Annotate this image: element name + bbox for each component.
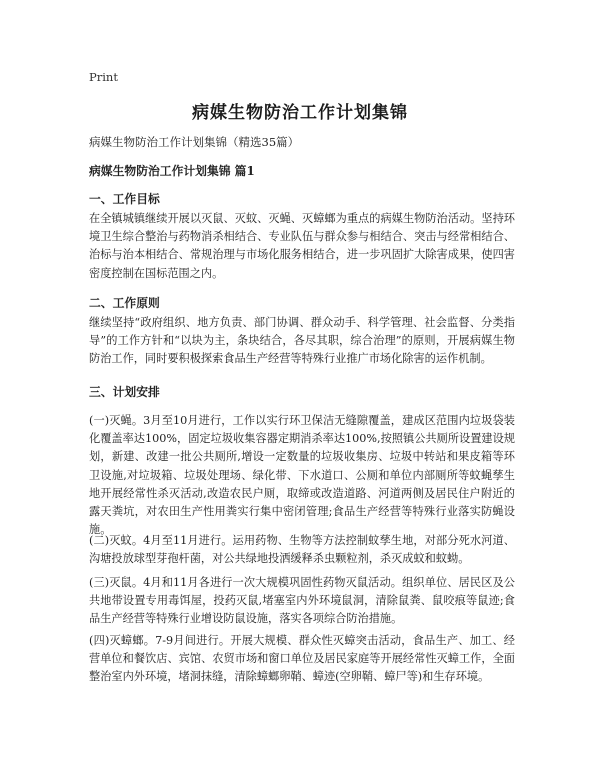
paragraph-mosquitoes: (二)灭蚊。4月至11月进行。运用药物、生物等方法控制蚊孳生地，对部分死水河道、沟塘投放球型芽孢杆菌，对公共绿地投洒缓释杀虫颗粒剂，杀灭成蚊和蚊蚴。 bbox=[89, 534, 515, 566]
section-heading-goals: 一、工作目标 bbox=[89, 192, 160, 206]
document-subtitle: 病媒生物防治工作计划集锦（精选35篇） bbox=[89, 135, 300, 149]
paragraph-principles: 继续坚持“政府组织、地方负责、部门协调、群众动手、科学管理、社会监督、分类指导”的工作方针和“以块为主，条块结合，各尽其职，综合治理”的原则，开展病媒生物防治工作，同时要积极探索食品生产经营等特殊行业推广市场化除害的运作机制。 bbox=[89, 316, 515, 366]
print-label: Print bbox=[89, 70, 118, 84]
paragraph-flies: (一)灭蝇。3月至10月进行，工作以实行环卫保洁无缝隙覆盖，建成区范围内垃圾袋装化覆盖率达100%，固定垃圾收集容器定期消杀率达100%,按照镇公共厕所设置建设规划，新建、改建一批公共厕所,增设一定数量的垃圾收集房、垃圾中转站和果皮箱等环卫设施,对垃圾箱、垃圾处理场、绿化带、下水道口、公厕和单位内部厕所等蚊蝇孳生地开展经常性杀灭活动,改造农民户厕，取缔或改造道路、河道两侧及居民住户附近的露天粪坑，对农田生产性用粪实行集中密闭管理;食品生产经营等特殊行业落实防蝇设施。 bbox=[89, 414, 515, 537]
article-heading: 病媒生物防治工作计划集锦 篇1 bbox=[89, 164, 255, 178]
paragraph-cockroaches: (四)灭蟑螂。7-9月间进行。开展大规模、群众性灭蟑突击活动，食品生产、加工、经营单位和餐饮店、宾馆、农贸市场和窗口单位及居民家庭等开展经常性灭蟑工作，全面整治室内外环境，堵洞抹缝，清除蟑螂卵鞘、蟑迹(空卵鞘、蟑尸等)和生存环境。 bbox=[89, 634, 515, 684]
paragraph-goals: 在全镇城镇继续开展以灭鼠、灭蚊、灭蝇、灭蟑螂为重点的病媒生物防治活动。坚持环境卫生综合整治与药物消杀相结合、专业队伍与群众参与相结合、突击与经常相结合、治标与治本相结合、常规治理与市场化服务相结合，进一步巩固扩大除害成果，使四害密度控制在国标范围之内。 bbox=[89, 212, 515, 280]
page-title: 病媒生物防治工作计划集锦 bbox=[192, 103, 408, 123]
paragraph-rodents: (三)灭鼠。4月和11月各进行一次大规模巩固性药物灭鼠活动。组织单位、居民区及公共地带设置专用毒饵屋，投药灭鼠,堵塞室内外环境鼠洞，清除鼠粪、鼠咬痕等鼠迹;食品生产经营等特殊行业增设防鼠设施，落实各项综合防治措施。 bbox=[89, 576, 515, 626]
section-heading-plan: 三、计划安排 bbox=[89, 385, 160, 399]
section-heading-principles: 二、工作原则 bbox=[89, 296, 160, 310]
